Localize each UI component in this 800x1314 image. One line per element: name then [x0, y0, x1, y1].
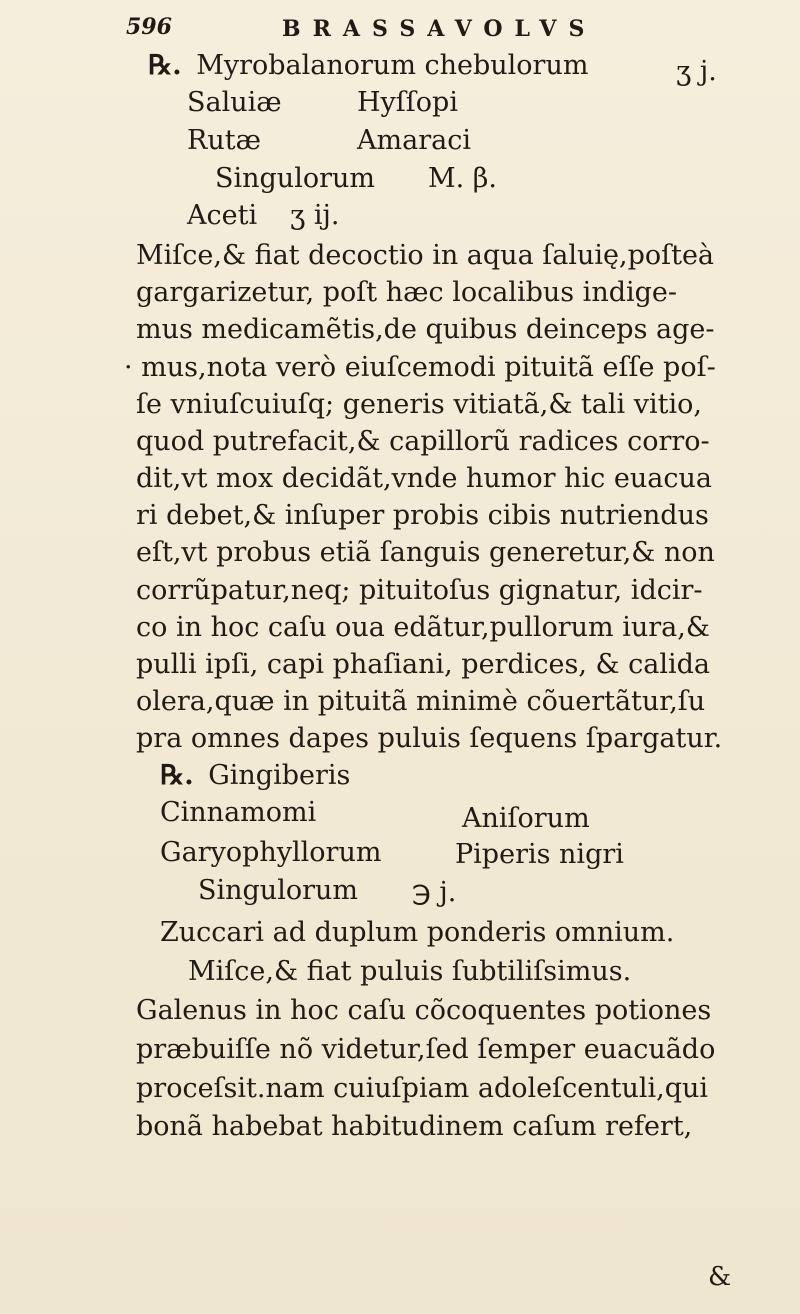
text-line: co in hoc caſu oua edãtur,pullorum iura,& [136, 612, 710, 643]
dose: ʒ ij. [290, 200, 340, 231]
text-line: Zuccari ad duplum ponderis omnium. [160, 917, 675, 948]
ingredient: Rutæ [187, 125, 261, 156]
dose: M. β. [428, 163, 498, 194]
text-line: pra omnes dapes puluis ſequens ſpargatur. [136, 723, 723, 754]
text-line: ri debet,& inſuper probis cibis nutriendus [136, 500, 709, 531]
text-line: quod putrefacit,& capillorũ radices corro- [136, 426, 710, 457]
recipe-symbol: ℞. [160, 760, 194, 791]
ingredient: Cinnamomi [160, 797, 317, 828]
ingredient: Myrobalanorum chebulorum [196, 50, 589, 81]
text-line: gargarizetur, poſt hæc localibus indige- [136, 277, 678, 308]
text-line: ſe vniuſcuiuſq; generis vitiatã,& tali vitio, [136, 389, 702, 420]
singulorum-label: Singulorum [215, 163, 375, 194]
text-line: eſt,vt probus etiã ſanguis generetur,& non [136, 537, 715, 568]
text-line: olera,quæ in pituitã minimè cõuertãtur,ſu [136, 686, 706, 717]
catchword: & [708, 1262, 732, 1292]
recipe-line [160, 760, 350, 792]
text-line: · mus,nota verò eiuſcemodi pituitã eſſe poſ- [124, 352, 716, 383]
text-line: Miſce,& fiat puluis ſubtiliſsimus. [188, 956, 632, 987]
singulorum-label: Singulorum [198, 875, 358, 906]
text-line: Miſce,& fiat decoctio in aqua ſaluię,poſteà [136, 240, 715, 271]
text-line: præbuiſſe nõ videtur,ſed ſemper euacuãdo [136, 1034, 716, 1065]
ingredient: Saluiæ [187, 87, 282, 118]
ingredient: Hyſſopi [357, 87, 458, 118]
page-header [118, 14, 780, 48]
running-head: BRASSAVOLVS [282, 16, 597, 42]
text-line: bonã habebat habitudinem caſum refert, [136, 1111, 693, 1142]
text-line: proceſsit.nam cuiuſpiam adoleſcentuli,qui [136, 1073, 708, 1104]
dose: ℈ j. [412, 877, 457, 908]
text-line: dit,vt mox decidãt,vnde humor hic euacua [136, 463, 712, 494]
recipe-symbol: ℞. [148, 50, 182, 81]
ingredient: Piperis nigri [455, 839, 624, 870]
ingredient: Aniſorum [462, 803, 590, 834]
text-line: pulli ipſi, capi phaſiani, perdices, & calida [136, 649, 710, 680]
ingredient: Amaraci [357, 125, 471, 156]
text-line: corrũpatur,neq; pituitoſus gignatur, idcir- [136, 575, 703, 606]
page-number: 596 [126, 14, 172, 40]
text-line: Galenus in hoc caſu cõcoquentes potiones [136, 995, 712, 1026]
ingredient: Aceti [187, 200, 258, 231]
recipe-line [148, 50, 588, 82]
text-line: mus medicamẽtis,de quibus deinceps age- [136, 314, 715, 345]
dose: ʒ j. [676, 56, 717, 87]
ingredient: Gingiberis [208, 760, 351, 791]
ingredient: Garyophyllorum [160, 837, 382, 868]
